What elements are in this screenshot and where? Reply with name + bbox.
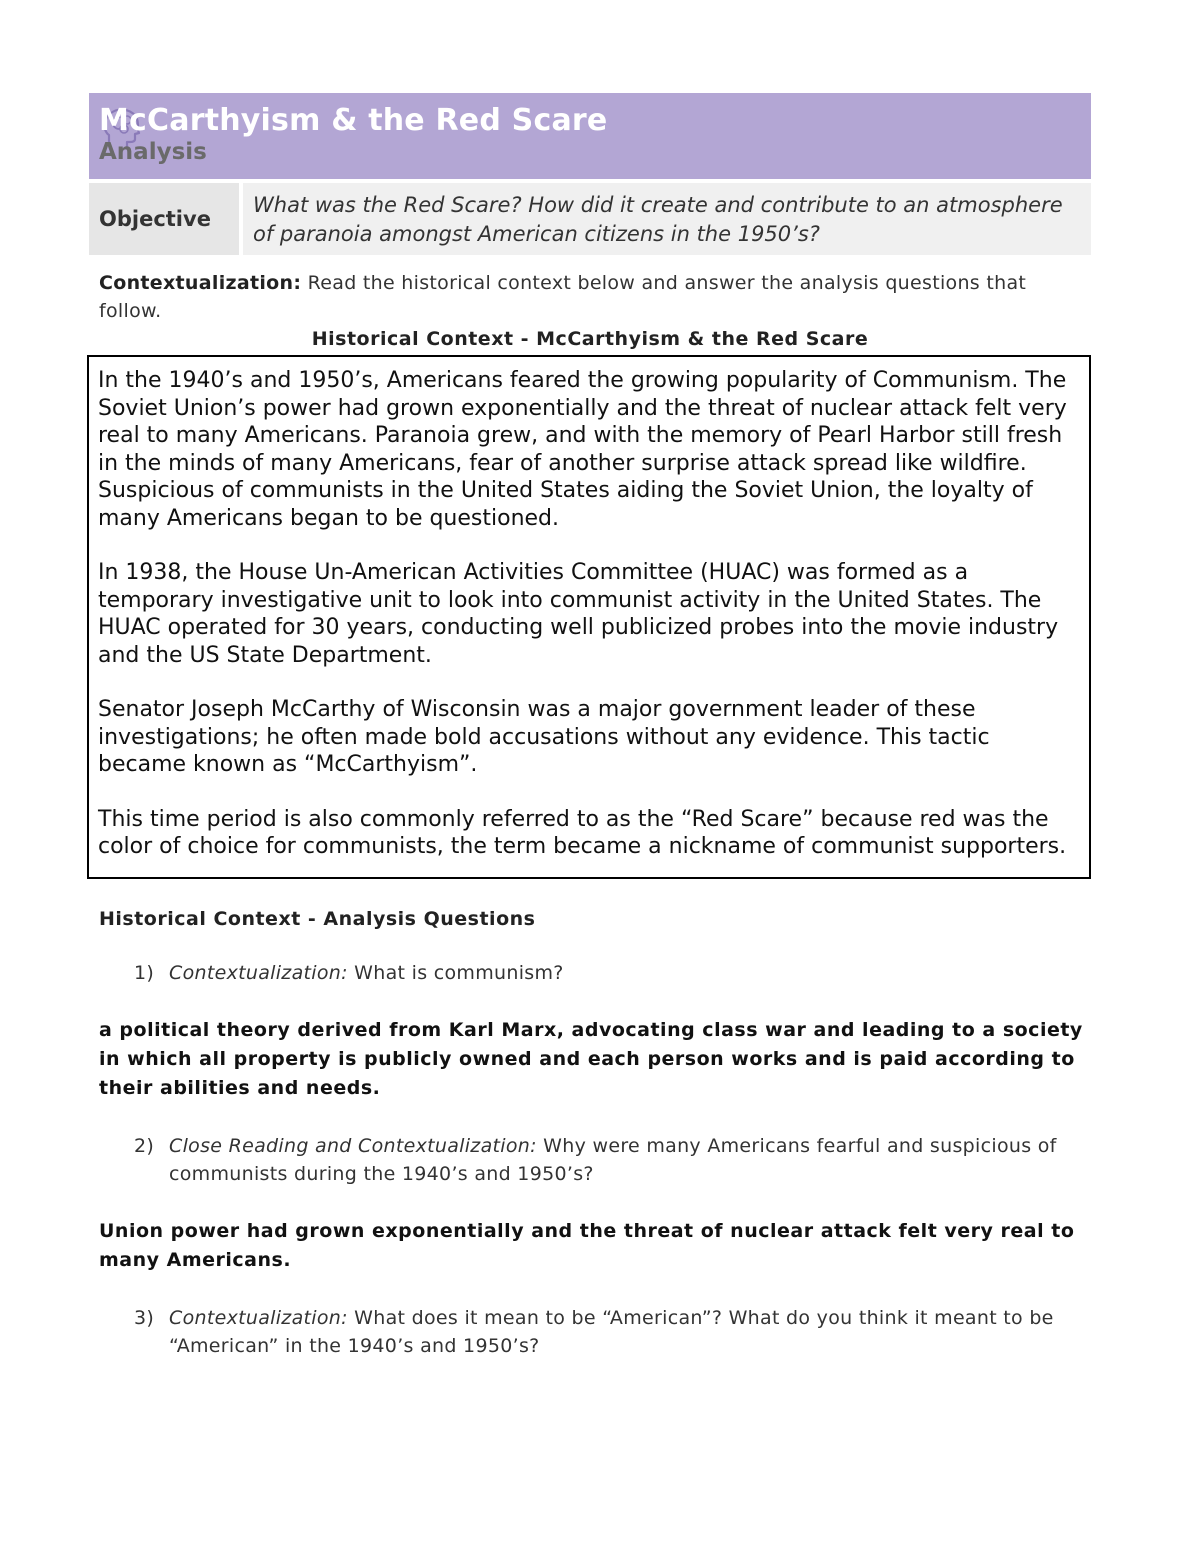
answer-1: a political theory derived from Karl Marx, advocating class war and leading to a society in which all property is publicly owned and each person works and is paid according to their abilities and needs. (99, 1019, 1083, 1099)
objective-label: Objective (89, 183, 239, 255)
objective-text: What was the Red Scare? How did it create and contribute to an atmosphere of paranoia amongst American citizens in the 1950’s? (243, 183, 1091, 255)
question-skill: Contextualization: (169, 962, 348, 984)
question-1 (89, 959, 1091, 987)
contextualization-text: Read the historical context below and answer the analysis questions that follow. (99, 272, 1027, 322)
question-skill: Close Reading and Contextualization: (169, 1135, 537, 1157)
question-number: 2) (134, 1135, 155, 1157)
question-skill: Contextualization: (169, 1307, 348, 1329)
question-number: 3) (134, 1307, 155, 1329)
worksheet-page (89, 93, 1091, 1360)
answer-2: Union power had grown exponentially and the threat of nuclear attack felt very real to many Americans. (99, 1220, 1075, 1271)
contextualization-label: Contextualization: (99, 272, 302, 294)
question-number: 1) (134, 962, 155, 984)
page-title: McCarthyism & the Red Scare (99, 103, 608, 138)
question-3 (89, 1304, 1091, 1360)
question-text: What does it mean to be “American”? What do you think it meant to be “American” in the 1940’s and 1950’s? (169, 1307, 1054, 1357)
historical-context-box (87, 355, 1091, 879)
contextualization-instructions (89, 269, 1091, 325)
context-paragraph: This time period is also commonly referred to as the “Red Scare” because red was the color of choice for communists, the term became a nickname of communist supporters. (98, 806, 1067, 859)
analysis-questions-title: Historical Context - Analysis Questions (99, 908, 536, 930)
context-paragraph: In 1938, the House Un-American Activities Committee (HUAC) was formed as a temporary investigative unit to look into communist activity in the United States. The HUAC operated for 30 years, conducting well publicized probes into the movie industry and the US State Department. (98, 560, 1059, 668)
context-paragraph: Senator Joseph McCarthy of Wisconsin was a major government leader of these investigations; he often made bold accusations without any evidence. This tactic became known as “McCarthyism”. (98, 697, 990, 777)
objective-row (89, 183, 1091, 255)
context-paragraph: In the 1940’s and 1950’s, Americans feared the growing popularity of Communism. The Soviet Union’s power had grown exponentially and the threat of nuclear attack felt very real to many Americans. Paranoia grew, and with the memory of Pearl Harbor still fresh in the minds of many Americans, fear of another surprise attack spread like wildfire. Suspicious of communists in the United States aiding the Soviet Union, the loyalty of many Americans began to be questioned. (98, 368, 1067, 531)
question-2 (89, 1132, 1091, 1188)
question-text: Why were many Americans fearful and suspicious of communists during the 1940’s and 1950’s? (169, 1135, 1057, 1185)
page-subtitle: Analysis (99, 139, 207, 165)
historical-context-title: Historical Context - McCarthyism & the Red Scare (311, 328, 869, 350)
question-text: What is communism? (354, 962, 564, 984)
title-banner (89, 93, 1091, 179)
